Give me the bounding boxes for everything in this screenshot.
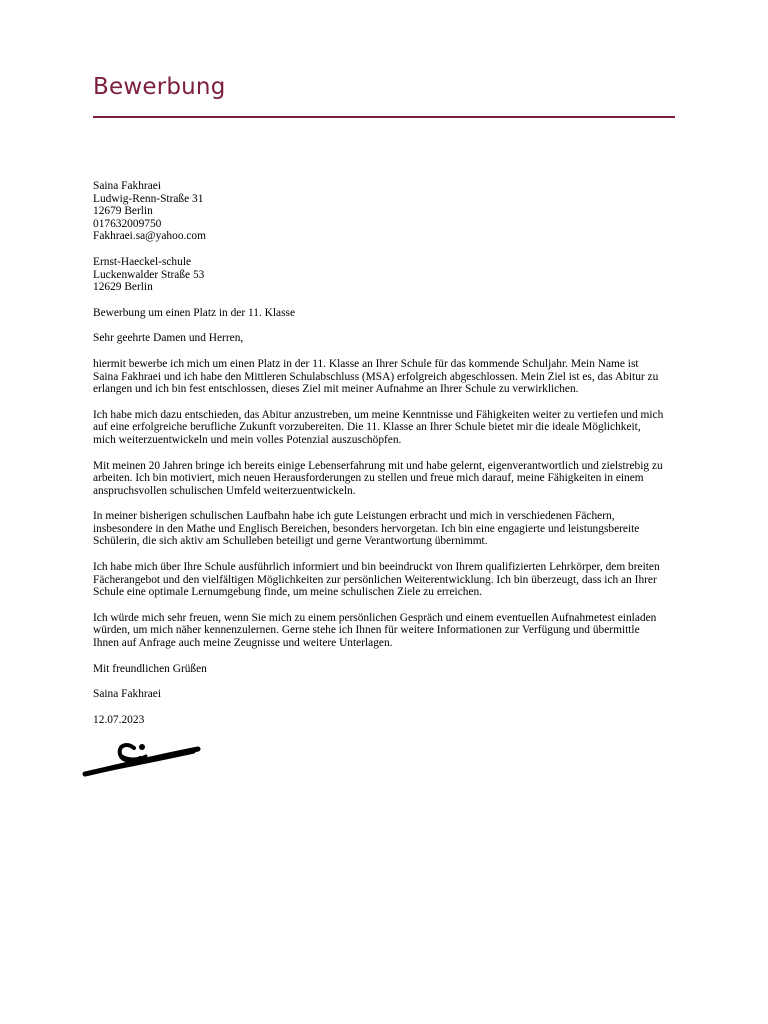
title-divider [93, 116, 675, 118]
paragraph-line: Schülerin, die sich aktiv am Schulleben beteiligt und gerne Verantwortung übernimmt. [93, 535, 488, 548]
subject-text: Bewerbung um einen Platz in der 11. Klasse [93, 306, 296, 319]
paragraph-line: In meiner bisherigen schulischen Laufbahn habe ich gute Leistungen erbracht und mich in verschiedenen Fächern, [93, 510, 615, 523]
paragraph-line: Fächerangebot und den vielfältigen Möglichkeiten zur persönlichen Weiterentwicklung. Ich bin überzeugt, dass ich an Ihrer [93, 573, 657, 586]
sender-city: 12679 Berlin [93, 205, 153, 218]
sender-phone: 017632009750 [93, 217, 162, 230]
sender-name: Saina Fakhraei [93, 180, 162, 192]
paragraph-5 [93, 561, 683, 599]
paragraph-3 [93, 460, 683, 498]
signer-name [93, 688, 683, 701]
closing-text: Mit freundlichen Grüßen [93, 662, 207, 675]
sender-email: Fakhraei.sa@yahoo.com [93, 230, 206, 243]
paragraph-line: erlangen und ich bin fest entschlossen, dieses Ziel mit meiner Aufnahme an Ihrer Schule zu verwirklichen. [93, 383, 579, 396]
sender-street: Ludwig-Renn-Straße 31 [93, 192, 204, 205]
paragraph-line: Ich habe mich dazu entschieden, das Abitur anzustreben, um meine Kenntnisse und Fähigkeiten weiter zu vertiefen und mich [93, 408, 664, 421]
paragraph-line: mich weiterzuentwickeln und mein volles Potenzial auszuschöpfen. [93, 433, 402, 446]
paragraph-line: Schule eine optimale Lernumgebung finde, um meine schulischen Ziele zu erreichen. [93, 586, 483, 599]
signer-name-text: Saina Fakhraei [93, 688, 162, 701]
paragraph-line: insbesondere in den Mathe und Englisch Bereichen, besonders hervorgetan. Ich bin eine engagierte und leistungsbereite [93, 522, 640, 535]
paragraph-4 [93, 510, 683, 548]
letter-date [93, 714, 683, 727]
subject-line [93, 307, 683, 320]
paragraph-line: anspruchsvollen schulischen Umfeld weiterzuentwickeln. [93, 484, 356, 497]
recipient-street: Luckenwalder Straße 53 [93, 268, 205, 281]
paragraph-line: Saina Fakhraei und ich habe den Mittleren Schulabschluss (MSA) erfolgreich abgeschlossen. Mein Ziel ist es, das Abitur zu [93, 370, 659, 383]
recipient-address [93, 256, 683, 294]
recipient-name: Ernst-Haeckel-schule [93, 255, 192, 268]
paragraph-line: Ihnen auf Anfrage auch meine Zeugnisse und weitere Unterlagen. [93, 637, 393, 650]
date-text: 12.07.2023 [93, 713, 145, 726]
paragraph-line: Mit meinen 20 Jahren bringe ich bereits einige Lebenserfahrung mit und habe gelernt, eigenverantwortlich und zielstrebig zu [93, 459, 663, 472]
closing [93, 663, 683, 676]
paragraph-line: Ich würde mich sehr freuen, wenn Sie mich zu einem persönlichen Gespräch und einem eventuellen Aufnahmetest einladen [93, 611, 657, 624]
paragraph-2 [93, 409, 683, 447]
paragraph-line: hiermit bewerbe ich mich um einen Platz in der 11. Klasse an Ihrer Schule für das kommende Schuljahr. Mein Name ist [93, 357, 639, 370]
handwritten-signature-icon [82, 738, 202, 780]
salutation-text: Sehr geehrte Damen und Herren, [93, 332, 244, 345]
paragraph-line: Ich habe mich über Ihre Schule ausführlich informiert und bin beeindruckt von Ihrem qualifizierten Lehrkörper, dem breiten [93, 561, 660, 574]
paragraph-line: arbeiten. Ich bin motiviert, mich neuen Herausforderungen zu stellen und freue mich darauf, meine Fähigkeiten in einem [93, 472, 644, 485]
paragraph-line: würden, um mich näher kennenzulernen. Gerne stehe ich Ihnen für weitere Informationen zur Verfügung und übermittle [93, 624, 640, 637]
page-title: Bewerbung [93, 74, 226, 100]
paragraph-line: auf eine erfolgreiche berufliche Zukunft vorzubereiten. Die 11. Klasse an Ihrer Schule bietet mir die ideale Möglichkeit, [93, 421, 641, 434]
recipient-city: 12629 Berlin [93, 281, 153, 294]
paragraph-1 [93, 358, 683, 396]
letter-body [93, 180, 683, 739]
paragraph-6 [93, 612, 683, 650]
sender-address [93, 180, 683, 243]
salutation [93, 332, 683, 345]
